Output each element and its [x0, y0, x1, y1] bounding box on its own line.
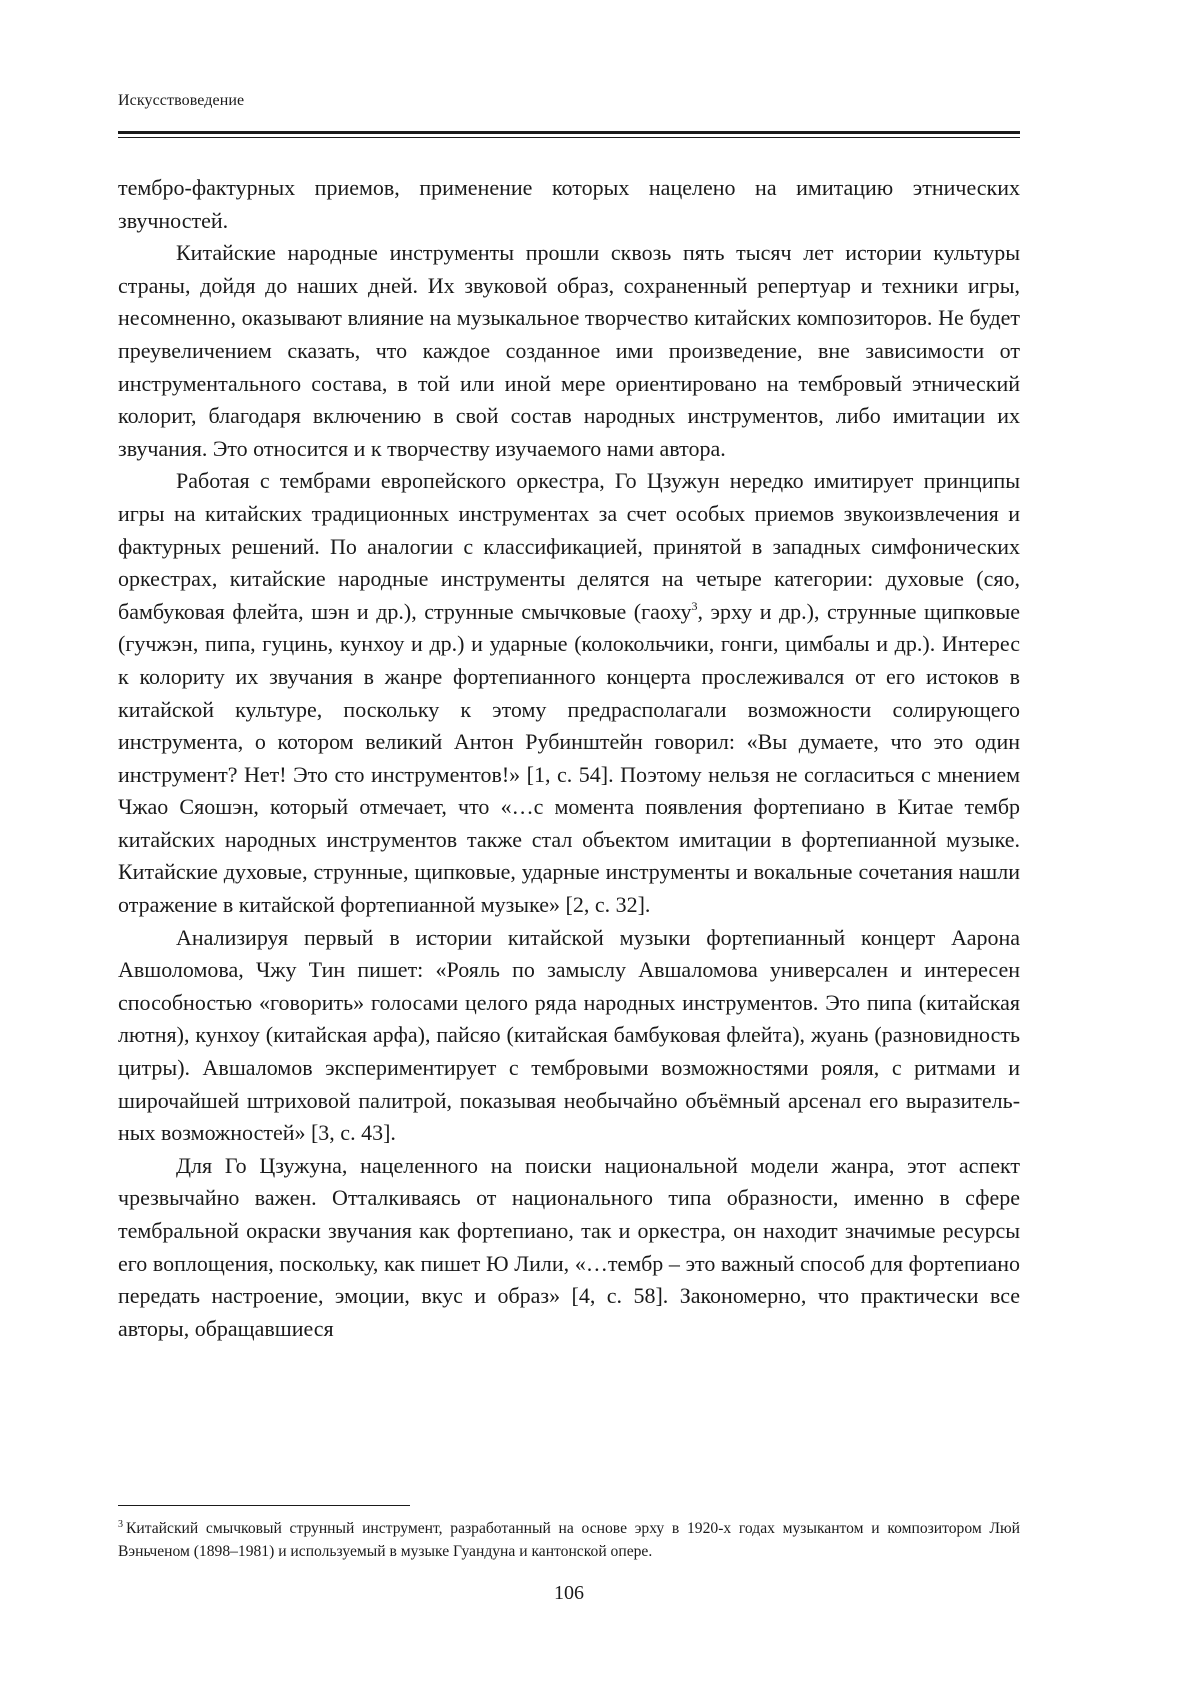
text-line: китайских композиторов. Не будет преувеличением сказать, что каждое созданное: [118, 305, 1021, 363]
text-line: риментирует с тембровыми возможностями рояля, с ритмами и широчайшей: [118, 1055, 1020, 1113]
footnote-reference[interactable]: 3: [691, 598, 698, 613]
text-line: к колориту их звучания в жанре фортепианного концерта прослеживался от его: [118, 663, 916, 689]
text-line: Работая с тембрами европейского оркестра, Го Цзужун нередко имитирует: [176, 468, 914, 494]
text-line: принятой в западных симфонических оркестрах, китайские народные инструмен: [118, 533, 1020, 592]
footnote-line: Китайский смычковый струнный инструмент, разработанный на основе эрху в 1920-х годах музыкантом и: [126, 1520, 880, 1537]
text-line: Анализируя первый в истории китайской музыки фортепианный концерт: [176, 924, 936, 950]
footnote-line: композитором Люй Вэньченом (1898–1981) и используемый в музыке Гуандуна и кантонской опере.: [118, 1520, 1020, 1560]
text-line: именно в сфере тембральной окраски звучания как фортепиано, так и оркестра,: [118, 1185, 1021, 1243]
text-line: лен и интересен способностью «говорить» голосами целого ряда народных: [118, 957, 1020, 1015]
header-rule-thick: [118, 131, 1020, 134]
text-line: нию в свой состав народных инструментов, либо имитации их звучания. Это от: [118, 403, 1020, 461]
text-line: принципы игры на китайских традиционных инструментах за счет особых прие: [118, 468, 1021, 526]
text-line: «…с момента появления фортепиано в Китае тембр китайских народных инстру: [118, 794, 1021, 852]
text-line: Аарона Авшоломова, Чжу Тин пишет: «Рояль по замыслу Авшаломова универса: [118, 924, 1020, 983]
text-line: (китайская бамбуковая флейта), жуань (разновидность цитры). Авшаломов экспе: [118, 1022, 1021, 1081]
text-line: Китайские народные инструменты прошли сквозь пять тысяч лет истории: [176, 240, 922, 266]
text-line: аспект чрезвычайно важен. Отталкиваясь от национального типа образности,: [118, 1152, 1020, 1211]
text-line: ты делятся на четыре категории: духовые (сяо, бамбуковая флейта, шэн и др.),: [118, 566, 1021, 624]
footnote-mark: 3: [118, 1519, 123, 1530]
paragraph-4: [118, 922, 1020, 1150]
text-line: инструментов. Это пипа (китайская лютня), кунхоу (китайская арфа), пайсяо: [118, 989, 1020, 1048]
text-line: отражение в китайской фортепианной музыке» [2, с. 32].: [118, 892, 651, 918]
paragraph-5: [118, 1150, 1020, 1346]
text-line: ментов также стал объектом имитации в фортепианной музыке. Китайские духо: [118, 826, 1020, 885]
text-line: тембро-фактурных приемов, применение которых нацелено на имитацию этниче: [118, 175, 977, 200]
text-line: вые, струнные, щипковые, ударные инструменты и вокальные сочетания нашли: [267, 859, 1020, 885]
text-line: истоков в китайской культуре, поскольку к этому предрасполагали возможности: [118, 663, 1021, 722]
running-header: Искусствоведение: [118, 92, 245, 109]
text-line: и образ» [4, с. 58]. Закономерно, что практически все авторы, обращавшиеся: [118, 1283, 1020, 1341]
text-line: ими произведение, вне зависимости от инструментального состава, в той или: [118, 337, 1020, 396]
text-line: мов звукоизвлечения и фактурных решений. По аналогии с классификацией,: [118, 500, 1020, 559]
text-line: штриховой палитрой, показывая необычайно объёмный арсенал его выразитель: [246, 1087, 1021, 1113]
paragraph-3: [118, 465, 1020, 921]
text-line: «…тембр – это важный способ для фортепиано передать настроение, эмоции, вкус: [118, 1250, 1021, 1309]
text-line: «Вы думаете, что это один инструмент? Нет! Это сто инструментов!» [1, с. 54].: [118, 729, 1021, 787]
text-line: гуцинь, кунхоу и др.) и ударные (колокольчики, гонги, цимбалы и др.). Интерес: [262, 631, 1020, 657]
text-line: туар и техники игры, несомненно, оказывают влияние на музыкальное творчество: [118, 272, 1021, 331]
page-number: 106: [554, 1582, 584, 1604]
text-line: носится и к творчеству изучаемого нами автора.: [273, 435, 726, 461]
text-line: струнные смычковые (гаоху: [424, 598, 692, 624]
text-line: ных возможностей» [3, с. 43].: [118, 1120, 396, 1146]
text-line: , эрху и др.), струнные щипковые (гучжэн, пипа,: [118, 598, 1021, 657]
text-line: Поэтому нельзя не согласиться с мнением Чжао Сяошэн, который отмечает, что: [118, 761, 1021, 820]
paragraph-1: [118, 172, 1020, 237]
text-line: ских звучностей.: [118, 175, 1020, 233]
text-line: Для Го Цзужуна, нацеленного на поиски национальной модели жанра, этот: [176, 1152, 947, 1178]
footnote-separator: [118, 1505, 410, 1506]
text-line: культуры страны, дойдя до наших дней. Их звуковой образ, сохраненный репер: [118, 240, 1020, 298]
text-line: иной мере ориентировано на тембровый этнический колорит, благодаря включе: [118, 370, 1021, 429]
header-rule-thin: [118, 137, 1020, 138]
text-line: он находит значимые ресурсы его воплощения, поскольку, как пишет Ю Лили,: [118, 1218, 1020, 1276]
paragraph-2: [118, 237, 1020, 465]
body-text: [118, 172, 1020, 1345]
text-line: солирующего инструмента, о котором великий Антон Рубинштейн говорил:: [118, 696, 1020, 755]
footnote: [118, 1517, 1020, 1563]
